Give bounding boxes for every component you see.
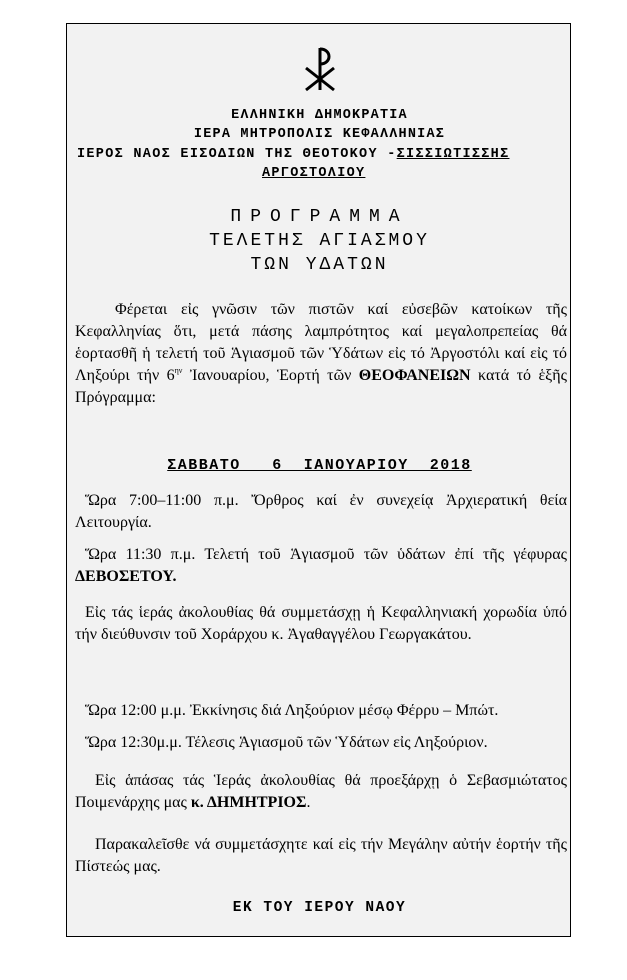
chi-rho-icon bbox=[302, 44, 338, 92]
intro-sup: ην bbox=[174, 366, 183, 375]
header-line-4 bbox=[262, 164, 382, 183]
header-line-3 bbox=[77, 145, 562, 164]
schedule-item-2 bbox=[75, 544, 567, 588]
title-line-2: ΤΕΛΕΤΗΣ ΑΓΙΑΣΜΟΥ bbox=[209, 231, 430, 251]
schedule-item-7: Παρακαλεῖσθε νά συμμετάσχητε καί εἰς τήν Μεγάλην αὐτήν ἑορτήν τῆς Πίστεώς μας. bbox=[75, 836, 567, 875]
header-line-2: ΙΕΡΑ ΜΗΤΡΟΠΟΛΙΣ ΚΕΦΑΛΛΗΝΙΑΣ bbox=[193, 127, 446, 142]
intro-text-1: Φέρεται εἰς γνῶσιν τῶν πιστῶν καί εὐσεβῶν κατοίκων τῆς Κεφαλληνίας ὅτι, μετά πάσης λαμπρότητος καί μεγαλοπρεπείας θά ἑορτασθῆ ἡ τελετή τοῦ Ἁγιασμοῦ τῶν Ὑδάτων εἰς τό Ἀργοστόλι καί εἰς τό Ληξούρι τήν 6 bbox=[75, 301, 567, 384]
header-line-4-underlined: ΑΡΓΟΣΤΟΛΙΟΥ bbox=[262, 166, 366, 181]
chi-rho-symbol bbox=[67, 44, 572, 97]
document-frame bbox=[66, 23, 571, 937]
intro-text-3: κατά τό ἑξῆς Πρόγραμμα: bbox=[75, 367, 567, 406]
header-line-1: ΕΛΛΗΝΙΚΗ ΔΗΜΟΚΡΑΤΙΑ bbox=[231, 108, 408, 123]
schedule-item-1: Ὥρα 7:00–11:00 π.μ. Ὄρθρος καί ἐν συνεχείᾳ Ἀρχιερατική θεία Λειτουργία. bbox=[75, 492, 567, 531]
schedule-item-5: Ὥρα 12:30μ.μ. Τέλεσις Ἁγιασμοῦ τῶν Ὑδάτων εἰς Ληξούριον. bbox=[85, 734, 488, 751]
schedule-item-6-end: . bbox=[306, 794, 311, 811]
schedule-item-6-bold: κ. ΔΗΜΗΤΡΙΟΣ bbox=[190, 794, 307, 811]
schedule-item-6-text: Εἰς ἁπάσας τάς Ἱεράς ἀκολουθίας θά προεξάρχῃ ὁ Σεβασμιώτατος Ποιμενάρχης μας bbox=[75, 772, 567, 811]
header-line-3-prefix: ΙΕΡΟΣ ΝΑΟΣ ΕΙΣΟΔΙΩΝ ΤΗΣ ΘΕΟΤΟΚΟΥ - bbox=[77, 147, 397, 162]
title-line-3: ΤΩΝ ΥΔΑΤΩΝ bbox=[250, 255, 389, 275]
intro-paragraph bbox=[75, 299, 567, 409]
title-line-1: ΠΡΟΓΡΑΜΜΑ bbox=[230, 207, 409, 227]
footer-signature: ΕΚ ΤΟΥ ΙΕΡΟΥ ΝΑΟΥ bbox=[232, 900, 407, 916]
intro-bold: ΘΕΟΦΑΝΕΙΩΝ bbox=[358, 367, 471, 384]
schedule-item-6 bbox=[75, 770, 567, 814]
intro-text-2: Ἰανουαρίου, Ἑορτή τῶν bbox=[182, 367, 359, 384]
schedule-item-3: Εἰς τάς ἱεράς ἀκολουθίας θά συμμετάσχῃ ἡ Κεφαλληνιακή χορωδία ὑπό τήν διεύθυνσιν τοῦ Χοράρχου κ. Ἀγαθαγγέλου Γεωργακάτου. bbox=[75, 604, 567, 643]
schedule-item-2-text: Ὥρα 11:30 π.μ. Τελετή τοῦ Ἁγιασμοῦ τῶν ὑδάτων ἐπί τῆς γέφυρας bbox=[85, 546, 567, 563]
schedule-item-4: Ὥρα 12:00 μ.μ. Ἐκκίνησις διά Ληξούριον μέσῳ Φέρρυ – Μπώτ. bbox=[85, 702, 499, 719]
schedule-item-2-bold: ΔΕΒΟΣΕΤΟΥ. bbox=[75, 568, 177, 585]
header-line-3-underlined: ΣΙΣΣΙΩΤΙΣΣΗΣ bbox=[396, 147, 510, 162]
date-heading: ΣΑΒΒΑΤΟ 6 ΙΑΝΟΥΑΡΙΟΥ 2018 bbox=[167, 457, 472, 474]
